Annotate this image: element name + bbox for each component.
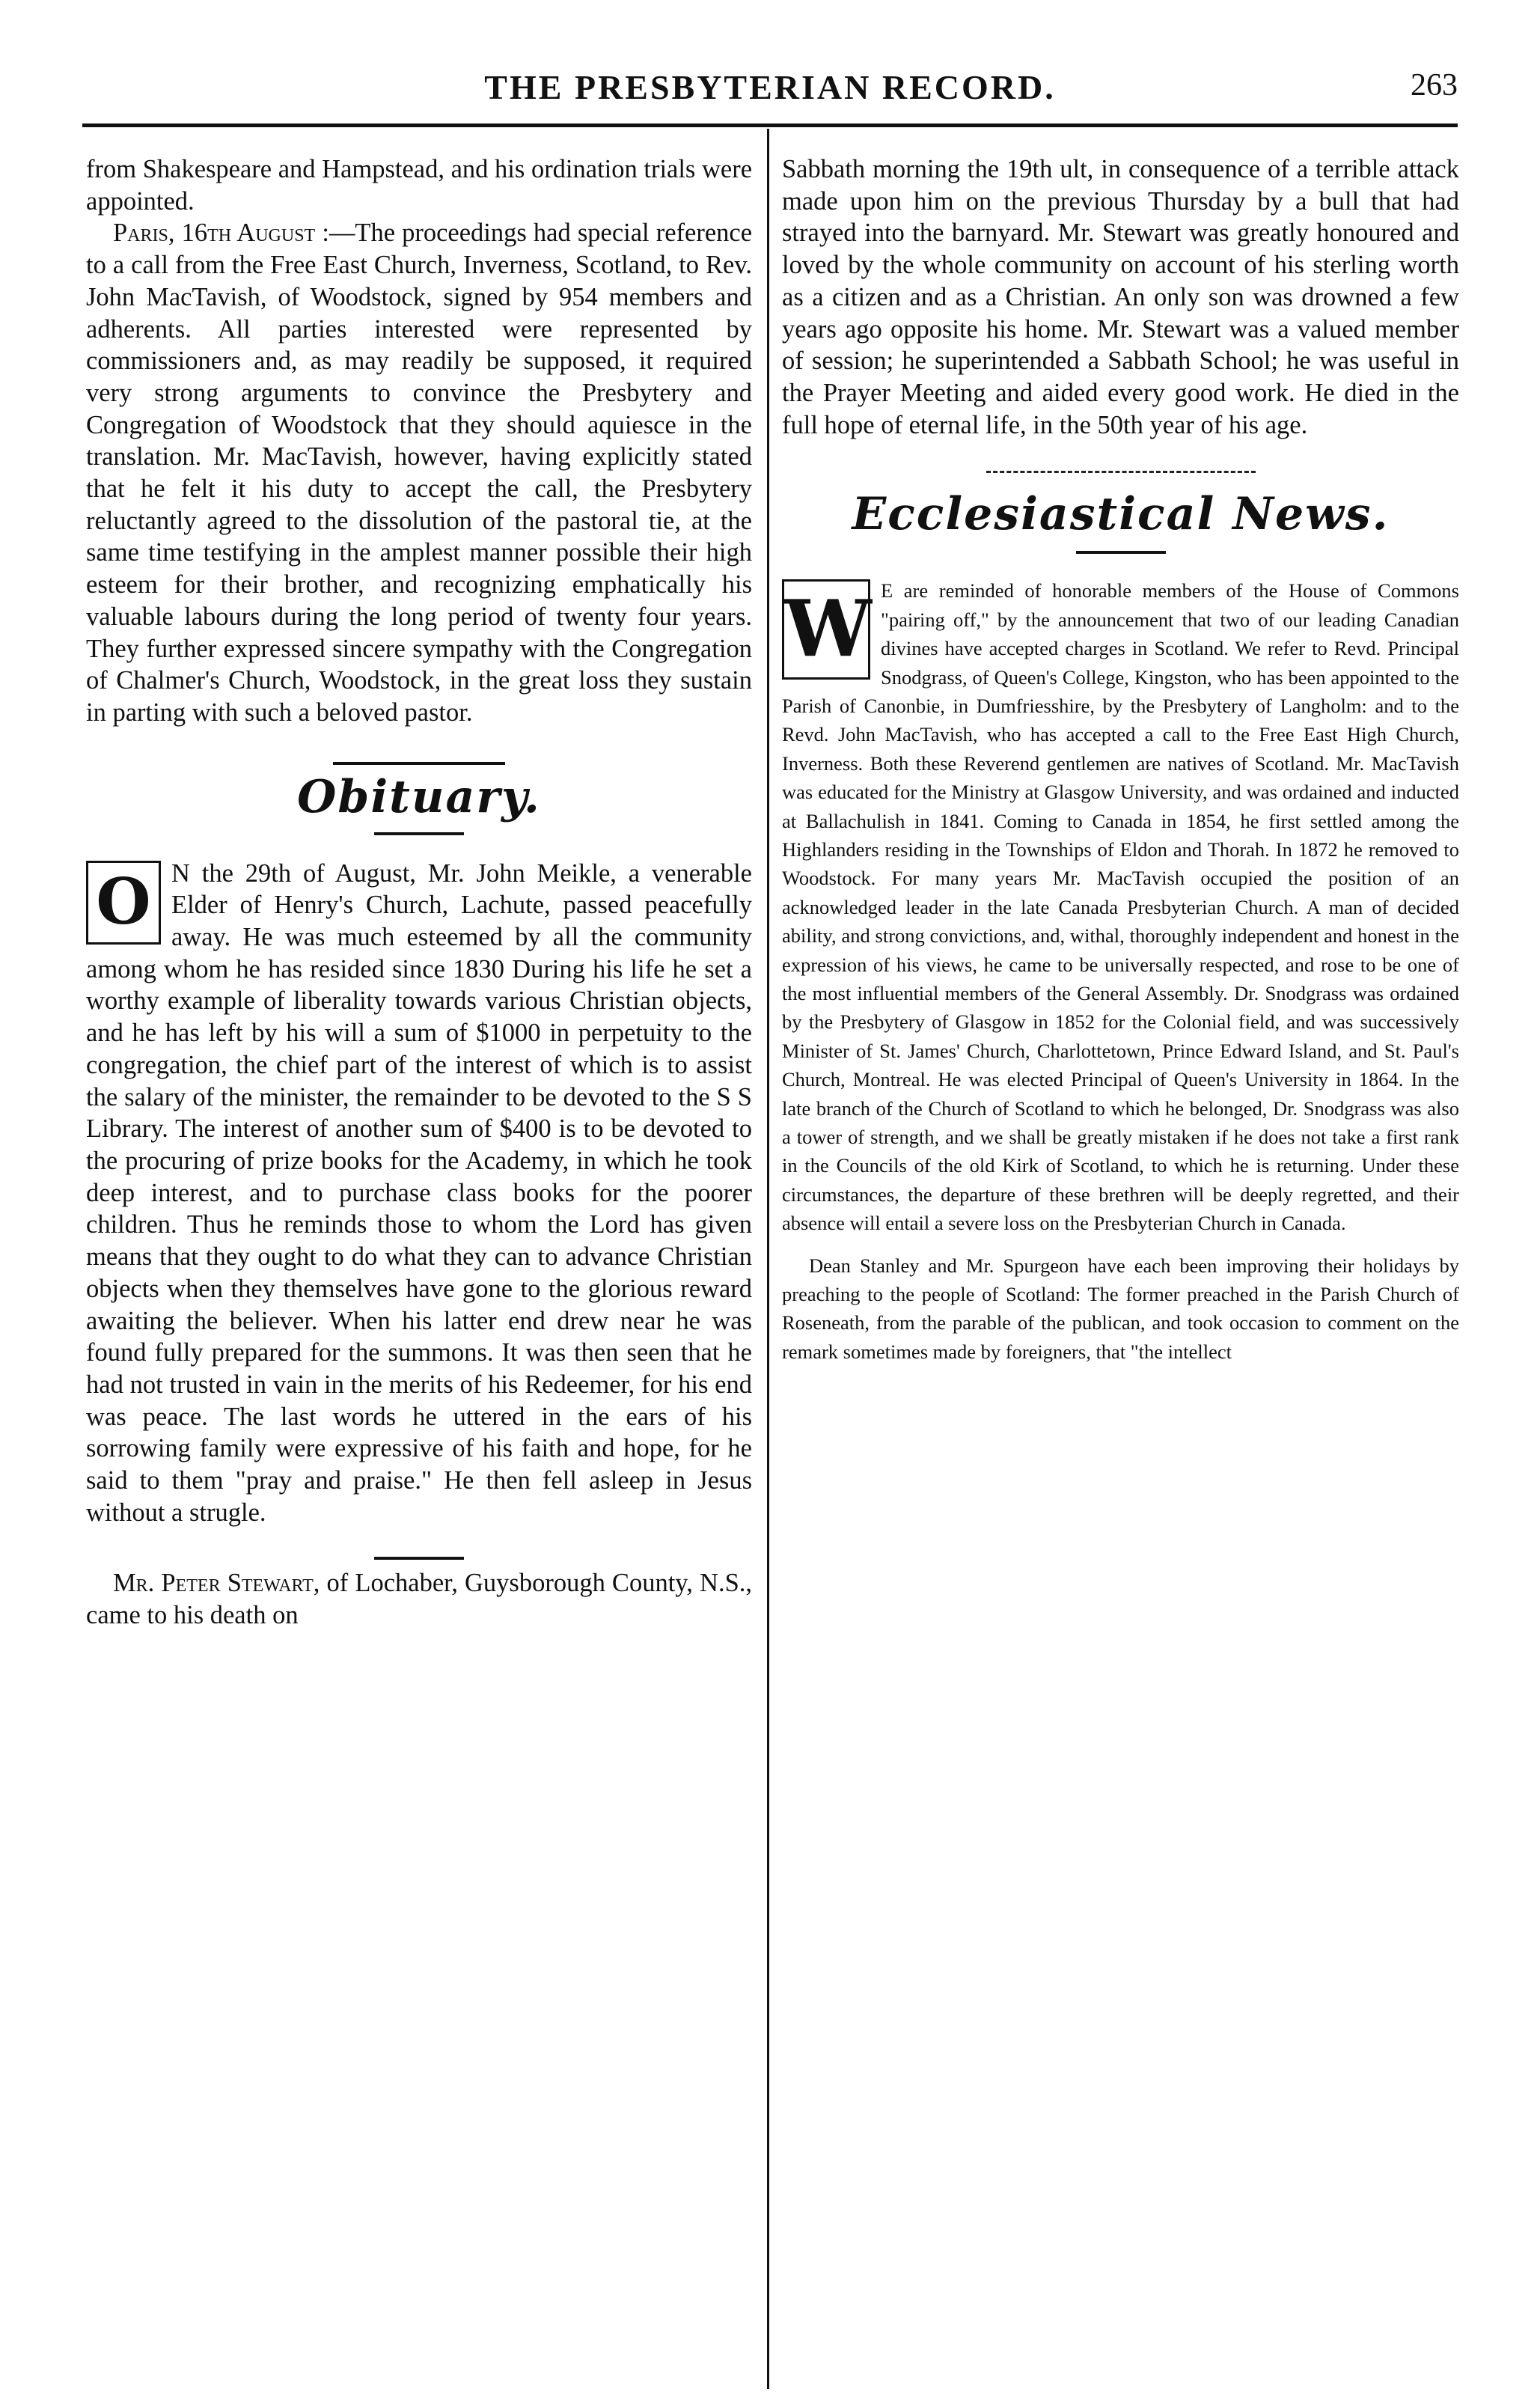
obituary-meikle-text: N the 29th of August, Mr. John Meikle, a venerable Elder of Henry's Church, Lachute, passed peacefully away. He was much esteemed by all the community among whom he has resided since 1830 During his life he set a worthy example of liberality towards various Christian objects, and he has left by his will a sum of $1000 in perpetuity to the congregation, the chief part of the interest of which is to assist the salary of the minister, the remainder to be devoted to the S S Library. The interest of another sum of $400 is to be devoted to the procuring of prize books for the Academy, in which he took deep interest, and to purchase class books for the poorer children. Thus he reminds those to whom the Lord has given means that they ought to do what they can to advance Christian objects when they themselves have gone to the glorious reward awaiting the believer. When his latter end drew near he was found fully prepared for the summons. It was then seen that he had not trusted in vain in the merits of his Redeemer, for his end was peace. The last words he uttered in the ears of his sorrowing family were expressive of his faith and hope, for he said to them "pray and praise." He then fell asleep in Jesus without a strugle. xyxy=(86,858,752,1527)
obituary-heading: Obituary. xyxy=(297,770,541,823)
stanley-spurgeon-paragraph: Dean Stanley and Mr. Spurgeon have each been improving their holidays by preaching to the people of Scotland: The former preached in the Parish Church of Roseneath, from the parable of the publican, and took occasion to comment on the remark sometimes made by foreigners, that "the intellect xyxy=(782,1254,1459,1363)
left-column xyxy=(86,153,752,1632)
paris-paragraph-text: :—The proceedings had special reference to a call from the Free East Church, Inverness, Scotland, to Rev. John MacTavish, of Woodstock, signed by 954 members and adherents. All parties interested were represented by commissioners and, as may readily be supposed, it required very strong arguments to convince the Presbytery and Congregation of Woodstock that they should aquiesce in the translation. Mr. MacTavish, however, having explicitly stated that he felt it his duty to accept the call, the Presbytery reluctantly agreed to the dissolution of the pastoral tie, at the same time testifying in the amplest manner possible their high esteem for their brother, and recognizing emphatically his valuable labours during the long period of twenty four years. They further expressed sincere sympathy with the Congregation of Chalmer's Church, Woodstock, in the great loss they sustain in parting with such a beloved pastor. xyxy=(86,219,753,727)
right-column xyxy=(782,153,1459,1366)
page-number: 263 xyxy=(1411,68,1458,103)
news-paragraph-text: E are reminded of honorable members of the House of Commons "pairing off," by the announcement that two of our leading Canadian divines have accepted charges in Scotland. We refer to Revd. Principal Snodgrass, of Queen's College, Kingston, who has been appointed to the Parish of Canonbie, in Dumfriesshire, by the Presbytery of Langholm: and to the Revd. John MacTavish, who has accepted a call to the Free East High Church, Inverness. Both these Reverend gentlemen are natives of Scotland. Mr. MacTavish was educated for the Ministry at Glasgow University, and was ordained and inducted at Ballachulish in 1841. Coming to Canada in 1854, he first settled among the Highlanders residing in the Townships of Eldon and Thorah. In 1872 he removed to Woodstock. For many years Mr. MacTavish occupied the position of an acknowledged leader in the late Canada Presbyterian Church. A man of decided ability, and strong convictions, and, withal, thoroughly independent and honest in the expression of his views, he came to be universally respected, and rose to be one of the most influential members of the General Assembly. Dr. Snodgrass was ordained by the Presbytery of Glasgow in 1852 for the Colonial field, and was successively Minister of St. James' Church, Charlottetown, Prince Edward Island, and St. Paul's Church, Montreal. He was elected Principal of Queen's University in 1864. In the late branch of the Church of Scotland to which he belonged, Dr. Snodgrass was also a tower of strength, and we shall be greatly mistaken if he does not take a first rank in the Councils of the old Kirk of Scotland, to which he is returning. Under these circumstances, the departure of these brethren will be deeply regretted, and their absence will entail a severe loss on the Presbyterian Church in Canada. xyxy=(782,579,1459,1235)
obituary-dropcap: O xyxy=(86,861,161,945)
ecclesiastical-news-heading: Ecclesiastical News. xyxy=(852,488,1390,541)
running-header xyxy=(82,67,1458,120)
paris-dateline: Paris, 16th August xyxy=(113,219,316,248)
ecclesiastical-news-paragraph xyxy=(782,576,1459,1237)
news-dropcap: W xyxy=(782,579,870,680)
obituary-stewart-paragraph xyxy=(86,1567,752,1631)
header-rule xyxy=(82,123,1458,127)
shakespeare-paragraph: from Shakespeare and Hampstead, and his ordination trials were appointed. xyxy=(86,155,753,216)
obituary-meikle-paragraph xyxy=(86,858,752,1529)
paris-presbytery-paragraph xyxy=(86,217,752,728)
publication-title: THE PRESBYTERIAN RECORD. xyxy=(484,68,1056,106)
stewart-continuation: Sabbath morning the 19th ult, in consequence of a terrible attack made upon him on the previous Thursday by a bull that had strayed into the barnyard. Mr. Stewart was greatly honoured and loved by the whole community on account of his sterling worth as a citizen and as a Christian. An only son was drowned a few years ago opposite his home. Mr. Stewart was a valued member of session; he superintended a Sabbath School; he was useful in the Prayer Meeting and aided every good work. He died in the full hope of eternal life, in the 50th year of his age. xyxy=(782,155,1459,439)
stewart-paragraph-start: of Lochaber, Guysborough County, N.S., came to his death on xyxy=(86,1569,753,1630)
column-divider xyxy=(767,129,769,2389)
stewart-name: Mr. Peter Stewart, xyxy=(113,1569,320,1598)
